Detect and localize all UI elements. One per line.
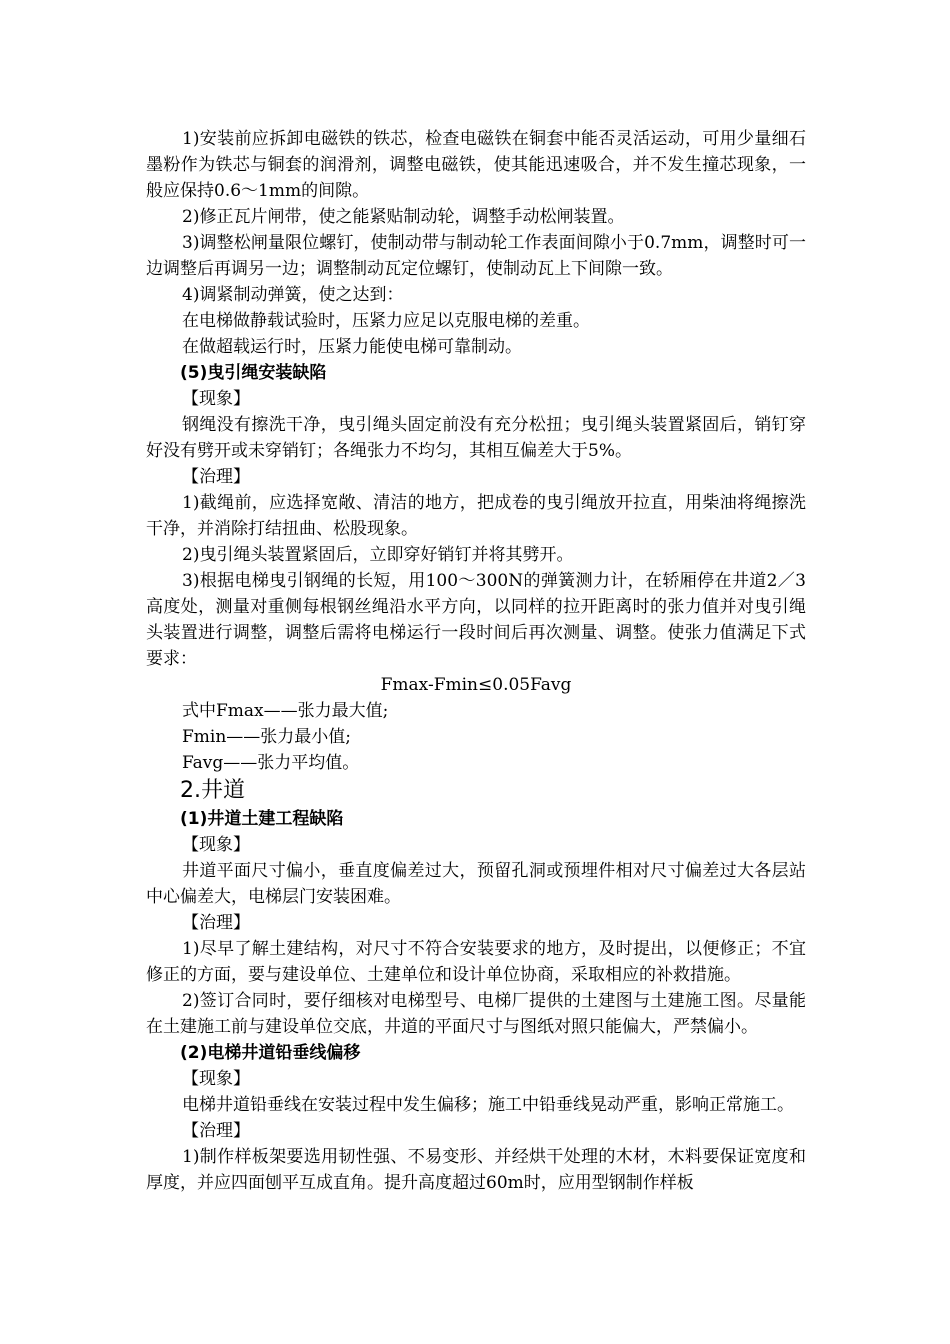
paragraph: 钢绳没有擦洗干净，曳引绳头固定前没有充分松扭；曳引绳头装置紧固后，销钉穿好没有劈开或未穿销钉；各绳张力不均匀，其相互偏差大于5%。 bbox=[146, 415, 806, 461]
treatment-label: 【治理】 bbox=[182, 913, 250, 933]
paragraph: 电梯井道铅垂线在安装过程中发生偏移；施工中铅垂线晃动严重，影响正常施工。 bbox=[182, 1095, 794, 1115]
treatment-label: 【治理】 bbox=[182, 1121, 250, 1141]
phenomenon-label: 【现象】 bbox=[182, 1069, 250, 1089]
treatment-label: 【治理】 bbox=[182, 467, 250, 487]
paragraph: 1)尽早了解土建结构，对尺寸不符合安装要求的地方，及时提出，以便修正；不宜修正的方面，要与建设单位、土建单位和设计单位协商，采取相应的补救措施。 bbox=[146, 939, 806, 985]
paragraph: 在电梯做静载试验时，压紧力应足以克服电梯的差重。 bbox=[182, 311, 590, 331]
paragraph: 1)截绳前，应选择宽敞、清洁的地方，把成卷的曳引绳放开拉直，用柴油将绳擦洗干净，并消除打结扭曲、松股现象。 bbox=[146, 493, 806, 539]
paragraph: 3)根据电梯曳引钢绳的长短，用100～300N的弹簧测力计，在轿厢停在井道2／3高度处，测量对重侧每根钢丝绳沿水平方向，以同样的拉开距离时的张力值并对曳引绳头装置进行调整，调整后需将电梯运行一段时间后再次测量、调整。使张力值满足下式要求： bbox=[146, 571, 806, 669]
definition: Fmin——张力最小值; bbox=[182, 727, 352, 747]
section-heading: (5)曳引绳安装缺陷 bbox=[180, 363, 327, 383]
chapter-heading: 2.井道 bbox=[180, 778, 245, 803]
definition: 式中Fmax——张力最大值; bbox=[182, 701, 389, 721]
paragraph: 4)调紧制动弹簧，使之达到： bbox=[182, 285, 404, 305]
paragraph: 2)签订合同时，要仔细核对电梯型号、电梯厂提供的土建图与土建施工图。尽量能在土建施工前与建设单位交底，井道的平面尺寸与图纸对照只能偏大，严禁偏小。 bbox=[146, 991, 806, 1037]
section-heading: (1)井道土建工程缺陷 bbox=[180, 809, 344, 829]
paragraph: 井道平面尺寸偏小，垂直度偏差过大，预留孔洞或预埋件相对尺寸偏差过大各层站中心偏差大，电梯层门安装困难。 bbox=[146, 861, 806, 907]
paragraph: 2)修正瓦片闸带，使之能紧贴制动轮，调整手动松闸装置。 bbox=[182, 207, 625, 227]
paragraph: 1)安装前应拆卸电磁铁的铁芯，检查电磁铁在铜套中能否灵活运动，可用少量细石墨粉作为铁芯与铜套的润滑剂，调整电磁铁，使其能迅速吸合，并不发生撞芯现象，一般应保持0.6～1mm的间隙。 bbox=[146, 129, 806, 201]
paragraph: 3)调整松闸量限位螺钉，使制动带与制动轮工作表面间隙小于0.7mm，调整时可一边调整后再调另一边；调整制动瓦定位螺钉，使制动瓦上下间隙一致。 bbox=[146, 233, 806, 279]
definition: Favg——张力平均值。 bbox=[182, 753, 360, 773]
phenomenon-label: 【现象】 bbox=[182, 835, 250, 855]
paragraph: 在做超载运行时，压紧力能使电梯可靠制动。 bbox=[182, 337, 522, 357]
paragraph: 2)曳引绳头装置紧固后，立即穿好销钉并将其劈开。 bbox=[182, 545, 574, 565]
paragraph: 1)制作样板架要选用韧性强、不易变形、并经烘干处理的木材，木料要保证宽度和厚度，并应四面刨平互成直角。提升高度超过60m时，应用型钢制作样板 bbox=[146, 1147, 806, 1193]
document-body bbox=[146, 126, 806, 1196]
section-heading: (2)电梯井道铅垂线偏移 bbox=[180, 1043, 361, 1063]
phenomenon-label: 【现象】 bbox=[182, 389, 250, 409]
formula: Fmax-Fmin≤0.05Favg bbox=[380, 675, 572, 695]
